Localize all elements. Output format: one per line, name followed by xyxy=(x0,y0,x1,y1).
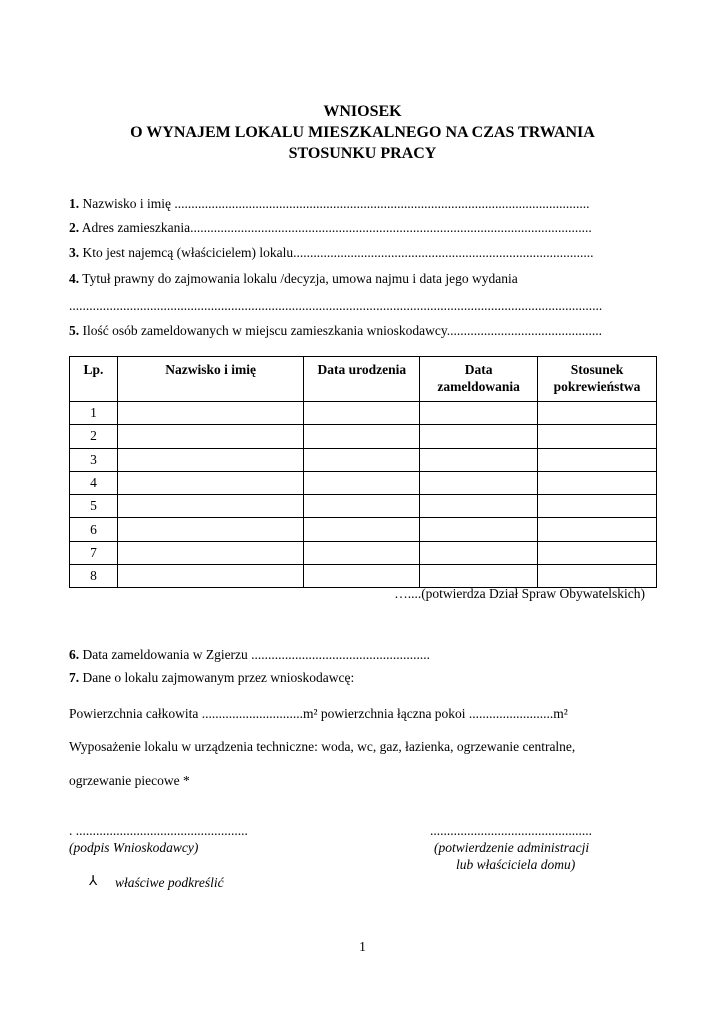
header-birth-date: Data urodzenia xyxy=(304,357,420,402)
empty-cell xyxy=(304,448,420,471)
equipment-line-1: Wyposażenie lokalu w urządzenia techniczne: woda, wc, gaz, łazienka, ogrzewanie centralne, xyxy=(69,739,576,754)
table-row xyxy=(70,541,657,564)
header-relationship-line2: pokrewieństwa xyxy=(553,379,641,394)
empty-cell xyxy=(117,518,304,541)
empty-cell xyxy=(420,471,538,494)
field-3 xyxy=(69,245,594,261)
header-registration-date-line2: zameldowania xyxy=(437,379,520,394)
header-lp: Lp. xyxy=(70,357,118,402)
title-line-3: STOSUNKU PRACY xyxy=(288,145,437,162)
field-1 xyxy=(69,196,589,212)
row-number: 8 xyxy=(70,565,118,588)
empty-cell xyxy=(420,518,538,541)
table-row xyxy=(70,565,657,588)
persons-table xyxy=(69,356,657,588)
empty-cell xyxy=(304,495,420,518)
title-line-2: O WYNAJEM LOKALU MIESZKALNEGO NA CZAS TRWANIA xyxy=(130,124,595,141)
field-1-text: Nazwisko i imię ........................................................................................................................... xyxy=(82,196,590,211)
field-5-number: 5. xyxy=(69,323,80,338)
field-4 xyxy=(69,271,518,287)
empty-cell xyxy=(304,471,420,494)
header-registration-date xyxy=(420,357,538,402)
field-2 xyxy=(69,220,592,236)
empty-cell xyxy=(538,518,657,541)
section-7-number: 7. xyxy=(69,670,80,685)
header-relationship-line1: Stosunek xyxy=(570,362,624,377)
empty-cell xyxy=(538,448,657,471)
field-5 xyxy=(69,323,602,339)
applicant-signature-label: (podpis Wnioskodawcy) xyxy=(69,840,199,855)
empty-cell xyxy=(420,565,538,588)
page-number: 1 xyxy=(359,939,366,954)
field-1-number: 1. xyxy=(69,196,80,211)
empty-cell xyxy=(117,541,304,564)
table-row xyxy=(70,518,657,541)
field-2-number: 2. xyxy=(69,220,80,235)
admin-confirmation-dots: ................................................ xyxy=(430,823,592,838)
section-7 xyxy=(69,670,354,686)
footnote-text: właściwe podkreślić xyxy=(115,875,224,890)
empty-cell xyxy=(538,495,657,518)
empty-cell xyxy=(304,541,420,564)
section-7-text: Dane o lokalu zajmowanym przez wnioskodawcę: xyxy=(82,670,355,685)
empty-cell xyxy=(538,425,657,448)
row-number: 2 xyxy=(70,425,118,448)
header-relationship xyxy=(538,357,657,402)
field-4-dots: .............................................................................................................................................................. xyxy=(69,298,603,313)
empty-cell xyxy=(117,495,304,518)
header-name: Nazwisko i imię xyxy=(117,357,304,402)
equipment-line-2: ogrzewanie piecowe * xyxy=(69,773,190,788)
area-line: Powierzchnia całkowita ..............................m² powierzchnia łączna pokoi .........................m² xyxy=(69,706,568,721)
table-row xyxy=(70,425,657,448)
field-3-number: 3. xyxy=(69,245,80,260)
empty-cell xyxy=(117,448,304,471)
empty-cell xyxy=(117,402,304,425)
field-4-number: 4. xyxy=(69,271,80,286)
field-3-text: Kto jest najemcą (właścicielem) lokalu......................................................................................... xyxy=(82,245,594,260)
row-number: 5 xyxy=(70,495,118,518)
title-line-1: WNIOSEK xyxy=(323,103,402,120)
row-number: 1 xyxy=(70,402,118,425)
empty-cell xyxy=(420,425,538,448)
empty-cell xyxy=(304,402,420,425)
field-4-text: Tytuł prawny do zajmowania lokalu /decyzja, umowa najmu i data jego wydania xyxy=(82,271,518,286)
empty-cell xyxy=(420,495,538,518)
confirm-note: …....(potwierdza Dział Spraw Obywatelskich) xyxy=(394,586,645,601)
empty-cell xyxy=(420,541,538,564)
section-6 xyxy=(69,647,430,663)
empty-cell xyxy=(420,448,538,471)
admin-confirmation-label-2: lub właściciela domu) xyxy=(456,857,576,872)
admin-confirmation-label-1: (potwierdzenie administracji xyxy=(434,840,590,855)
applicant-signature-dots: . ................................................... xyxy=(69,823,248,838)
row-number: 3 xyxy=(70,448,118,471)
field-2-text: Adres zamieszkania....................................................................................................................... xyxy=(81,220,592,235)
empty-cell xyxy=(304,565,420,588)
empty-cell xyxy=(420,402,538,425)
section-6-text: Data zameldowania w Zgierzu ..................................................... xyxy=(82,647,431,662)
empty-cell xyxy=(117,565,304,588)
empty-cell xyxy=(304,518,420,541)
empty-cell xyxy=(117,471,304,494)
field-5-text: Ilość osób zameldowanych w miejscu zamieszkania wnioskodawcy.............................................. xyxy=(82,323,603,338)
empty-cell xyxy=(538,471,657,494)
table-row xyxy=(70,402,657,425)
row-number: 4 xyxy=(70,471,118,494)
header-registration-date-line1: Data xyxy=(464,362,493,377)
table-row xyxy=(70,471,657,494)
empty-cell xyxy=(538,402,657,425)
table-header-row xyxy=(70,357,657,402)
table-row xyxy=(70,495,657,518)
empty-cell xyxy=(117,425,304,448)
table-row xyxy=(70,448,657,471)
section-6-number: 6. xyxy=(69,647,80,662)
row-number: 6 xyxy=(70,518,118,541)
empty-cell xyxy=(304,425,420,448)
footnote-marker-icon: ⅄ xyxy=(89,873,98,888)
empty-cell xyxy=(538,541,657,564)
row-number: 7 xyxy=(70,541,118,564)
empty-cell xyxy=(538,565,657,588)
